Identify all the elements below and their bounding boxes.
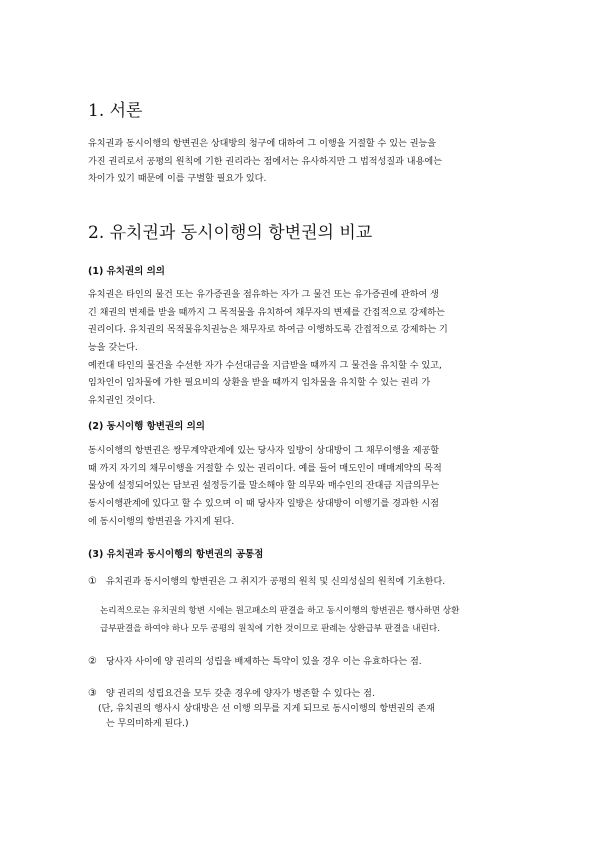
marker-circled-1: ① xyxy=(88,576,97,587)
text-line: 예컨대 타인의 물건을 수선한 자가 수선대금을 지급받을 때까지 그 물건을 유치할 수 있고, xyxy=(88,360,442,371)
text-line: 능을 갖는다. xyxy=(88,343,138,354)
text-line: 차이가 있기 때문에 이를 구별할 필요가 있다. xyxy=(88,174,267,185)
text-line: 권리이다. 유치권의 목적물유치권능은 채무자로 하여금 이행하도록 간접적으로 강제하는 기 xyxy=(88,325,448,336)
subsection-2-heading: (2) 동시이행 항변권의 의의 xyxy=(88,421,205,432)
text-line: 는 무의미하게 된다.) xyxy=(106,719,189,729)
text-line: 가진 권리로서 공평의 원칙에 기한 권리라는 점에서는 유사하지만 그 법적성질과 내용에는 xyxy=(88,156,442,167)
subsection-1-heading: (1) 유치권의 의의 xyxy=(88,266,165,277)
text-line: 물상에 설정되어있는 담보권 설정등기를 말소해야 할 의무와 매수인의 잔대금 지급의무는 xyxy=(88,481,440,492)
section-2-title: 2. 유치권과 동시이행의 항변권의 비교 xyxy=(88,223,373,243)
text-line: 유치권과 동시이행의 항변권은 상대방의 청구에 대하여 그 이행을 거절할 수 있는 권능을 xyxy=(88,139,437,149)
text-line: 동시이행관계에 있다고 할 수 있으며 이 때 당사자 일방은 상대방이 이행기를 경과한 시점 xyxy=(88,499,439,510)
marker-circled-3: ③ xyxy=(88,688,97,699)
text-line: (단, 유치권의 행사시 상대방은 선 이행 의무를 지게 되므로 동시이행의 항변권의 존재 xyxy=(98,704,435,714)
marker-circled-2: ② xyxy=(88,656,97,667)
text-line: 에 동시이행의 항변권을 가지게 된다. xyxy=(88,516,235,527)
section-1-paragraph xyxy=(88,139,508,192)
text-line: 유치권은 타인의 물건 또는 유가증권을 점유하는 자가 그 물건 또는 유가증권에 관하여 생 xyxy=(88,290,439,300)
subsection-1-paragraph xyxy=(88,290,508,414)
list-item-3 xyxy=(88,688,375,700)
subsection-2-paragraph xyxy=(88,446,508,534)
text-line: 동시이행의 항변권은 쌍무계약관계에 있는 당사자 일방이 상대방이 그 채무이행을 제공할 xyxy=(88,446,440,456)
subsection-3-heading: (3) 유치권과 동시이행의 항변권의 공통점 xyxy=(88,549,264,560)
list-item-text: 유치권과 동시이행의 항변권은 그 취지가 공평의 원칙 및 신의성실의 원칙에 기초한다. xyxy=(105,577,446,587)
section-1-title: 1. 서론 xyxy=(88,101,143,121)
list-item-text: 당사자 사이에 양 권리의 성립을 배제하는 특약이 있을 경우 이는 유효하다는 점. xyxy=(105,657,422,667)
list-item-1-detail xyxy=(100,606,510,641)
list-item-1 xyxy=(88,576,445,588)
text-line: 때 까지 자기의 채무이행을 거절할 수 있는 권리이다. 예를 들어 매도인이 매매계약의 목적 xyxy=(88,463,442,474)
text-line: 임차인이 임차물에 가한 필요비의 상환을 받을 때까지 임차물을 유치할 수 있는 권리 가 xyxy=(88,378,431,389)
list-item-3-note xyxy=(98,704,510,737)
text-line: 급부판결을 하여야 하나 모두 공평의 원칙에 기한 것이므로 판례는 상환급부 판결을 내린다. xyxy=(100,623,440,634)
text-line: 유치권인 것이다. xyxy=(88,396,156,407)
text-line: 긴 채권의 변제를 받을 때까지 그 목적물을 유치하여 채무자의 변제를 간접적으로 강제하는 xyxy=(88,307,445,318)
text-line: 논리적으로는 유치권의 항변 시에는 원고패소의 판결을 하고 동시이행의 항변권은 행사하면 상환 xyxy=(100,606,460,616)
list-item-text: 양 권리의 성립요건을 모두 갖춘 경우에 양자가 병존할 수 있다는 점. xyxy=(105,689,375,699)
list-item-2 xyxy=(88,656,422,668)
